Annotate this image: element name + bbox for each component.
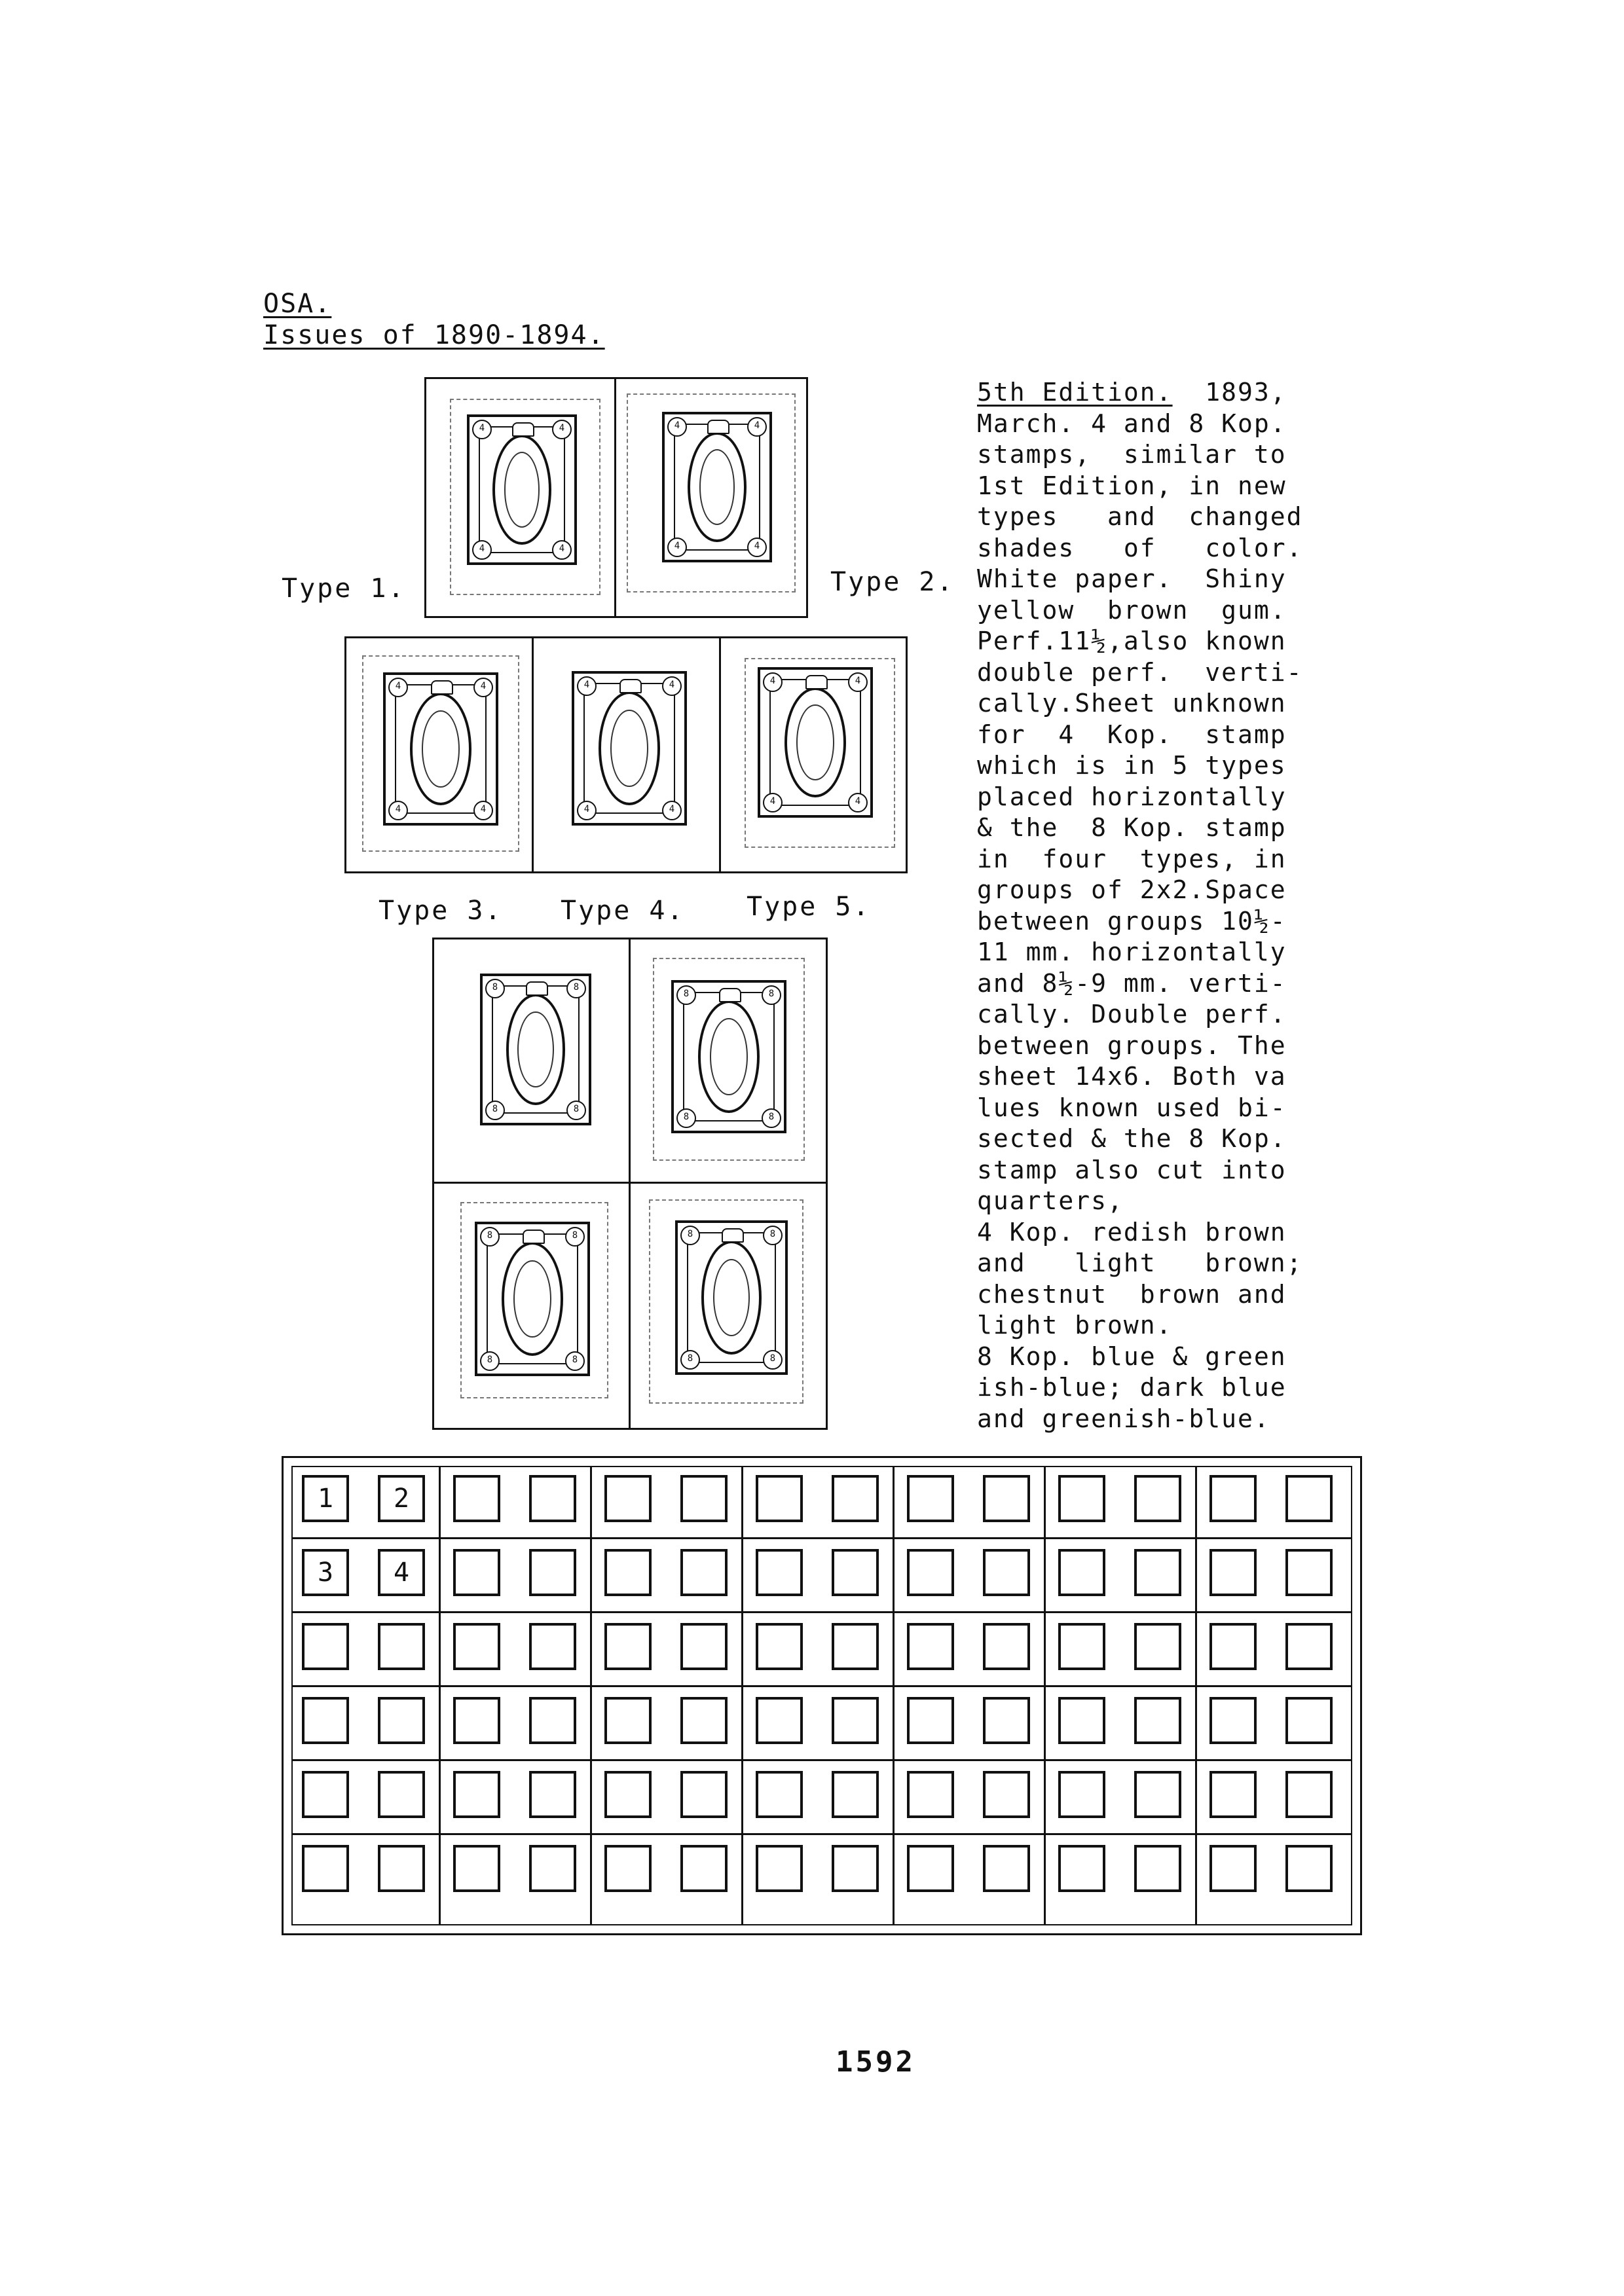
type-1-panel bbox=[426, 379, 616, 616]
sheet-position-cell bbox=[604, 1697, 652, 1744]
description-line: 8 Kop. blue & green bbox=[977, 1341, 1287, 1371]
description-line: ish-blue; dark blue bbox=[977, 1373, 1287, 1402]
description-line: stamps, similar to bbox=[977, 440, 1287, 469]
sheet-position-cell bbox=[529, 1845, 576, 1892]
description-line: between groups. The bbox=[977, 1030, 1287, 1060]
sheet-position-cell bbox=[1209, 1771, 1257, 1818]
stamp-8-kop-type-4: 8 8 8 8 bbox=[675, 1220, 788, 1375]
sheet-position-cell bbox=[604, 1549, 652, 1596]
description-line: 1st Edition, in new bbox=[977, 471, 1287, 500]
sheet-position-cell bbox=[453, 1623, 500, 1670]
sheet-position-cell bbox=[907, 1845, 954, 1892]
group-divider bbox=[1195, 1466, 1197, 1925]
sheet-position-cell bbox=[680, 1697, 728, 1744]
sheet-position-cell bbox=[453, 1549, 500, 1596]
row-divider bbox=[291, 1611, 1352, 1613]
sheet-position-cell bbox=[1134, 1475, 1181, 1522]
description-line: cally. Double perf. bbox=[977, 1000, 1287, 1029]
sheet-position-cell bbox=[907, 1549, 954, 1596]
type-4-panel bbox=[534, 638, 721, 871]
sheet-position-cell: 2 bbox=[378, 1475, 425, 1522]
description-line: 11 mm. horizontally bbox=[977, 938, 1287, 966]
sheet-position-cell bbox=[1209, 1697, 1257, 1744]
description-line: Perf.11½,also known bbox=[977, 627, 1287, 655]
sheet-position-cell bbox=[453, 1475, 500, 1522]
sheet-position-cell bbox=[1134, 1845, 1181, 1892]
group-divider bbox=[1044, 1466, 1046, 1925]
crown-icon bbox=[523, 1230, 545, 1244]
sheet-position-cell bbox=[983, 1771, 1030, 1818]
crown-icon bbox=[431, 680, 453, 695]
type-4-label: Type 4. bbox=[561, 896, 685, 926]
crown-icon bbox=[722, 1228, 744, 1243]
eight-kop-frame bbox=[432, 938, 828, 1430]
sheet-position-cell bbox=[529, 1771, 576, 1818]
sheet-position-cell bbox=[453, 1697, 500, 1744]
description-line: 5th Edition. 1893, bbox=[977, 378, 1287, 407]
type-3-panel bbox=[346, 638, 534, 871]
type-1-label: Type 1. bbox=[282, 574, 406, 604]
description-line: and greenish-blue. bbox=[977, 1404, 1270, 1433]
sheet-position-cell bbox=[983, 1697, 1030, 1744]
sheet-position-cell bbox=[378, 1845, 425, 1892]
sheet-position-cell bbox=[1058, 1697, 1105, 1744]
sheet-position-cell bbox=[1285, 1697, 1333, 1744]
sheet-position-cell bbox=[1134, 1549, 1181, 1596]
sheet-position-cell bbox=[453, 1845, 500, 1892]
group-divider bbox=[439, 1466, 441, 1925]
description-line: groups of 2x2.Space bbox=[977, 875, 1287, 904]
description-line: 4 Kop. redish brown bbox=[977, 1217, 1287, 1247]
sheet-position-cell bbox=[378, 1697, 425, 1744]
sheet-position-cell bbox=[604, 1475, 652, 1522]
row-divider bbox=[291, 1537, 1352, 1539]
sheet-position-cell bbox=[832, 1845, 879, 1892]
stamp-type-2: 4 4 4 4 bbox=[662, 412, 772, 562]
sheet-position-cell bbox=[832, 1771, 879, 1818]
sheet-position-cell bbox=[1285, 1771, 1333, 1818]
sheet-position-cell bbox=[832, 1697, 879, 1744]
sheet-position-cell bbox=[1285, 1475, 1333, 1522]
description-line: types and changed bbox=[977, 502, 1303, 531]
sheet-position-cell bbox=[302, 1697, 349, 1744]
crown-icon bbox=[805, 675, 828, 689]
description-line: stamp also cut into bbox=[977, 1155, 1287, 1184]
description-line: White paper. Shiny bbox=[977, 564, 1287, 593]
sheet-position-cell bbox=[907, 1697, 954, 1744]
stamp-type-4: 4 4 4 4 bbox=[572, 671, 687, 826]
sheet-position-cell: 4 bbox=[378, 1549, 425, 1596]
description-line: chestnut brown and bbox=[977, 1279, 1287, 1309]
description-line: light brown. bbox=[977, 1311, 1173, 1339]
sheet-position-cell: 1 bbox=[302, 1475, 349, 1522]
sheet-layout-diagram bbox=[282, 1456, 1362, 1935]
description-line: cally.Sheet unknown bbox=[977, 689, 1287, 718]
sheet-position-cell bbox=[983, 1475, 1030, 1522]
edition-heading: 5th Edition. bbox=[977, 378, 1173, 407]
row-divider bbox=[291, 1759, 1352, 1761]
description-line: in four types, in bbox=[977, 844, 1287, 873]
description-line: and light brown; bbox=[977, 1248, 1303, 1277]
sheet-position-cell bbox=[832, 1623, 879, 1670]
sheet-position-cell bbox=[1058, 1549, 1105, 1596]
sheet-position-cell bbox=[529, 1549, 576, 1596]
sheet-position-cell bbox=[907, 1475, 954, 1522]
section-subtitle: Issues of 1890-1894. bbox=[263, 320, 605, 350]
description-line: & the 8 Kop. stamp bbox=[977, 813, 1287, 842]
sheet-position-cell bbox=[832, 1549, 879, 1596]
description-line: double perf. verti- bbox=[977, 657, 1303, 687]
sheet-position-cell bbox=[1285, 1845, 1333, 1892]
eight-kop-type-3-panel bbox=[434, 1184, 631, 1428]
sheet-position-cell bbox=[832, 1475, 879, 1522]
sheet-position-cell bbox=[453, 1771, 500, 1818]
sheet-position-cell bbox=[1209, 1623, 1257, 1670]
edition-description bbox=[977, 377, 1303, 1434]
sheet-position-cell bbox=[1209, 1549, 1257, 1596]
description-line: which is in 5 types bbox=[977, 751, 1287, 780]
sheet-position-cell bbox=[756, 1697, 803, 1744]
eight-kop-type-2-panel bbox=[631, 939, 826, 1184]
sheet-position-cell bbox=[983, 1623, 1030, 1670]
sheet-position-cell bbox=[604, 1845, 652, 1892]
eight-kop-type-4-panel bbox=[631, 1184, 826, 1428]
sheet-position-cell bbox=[983, 1845, 1030, 1892]
sheet-position-cell bbox=[529, 1697, 576, 1744]
type-2-panel bbox=[616, 379, 806, 616]
sheet-position-cell bbox=[302, 1845, 349, 1892]
sheet-position-cell bbox=[756, 1845, 803, 1892]
stamp-8-kop-type-1: 8 8 8 8 bbox=[480, 974, 591, 1125]
stamp-type-5: 4 4 4 4 bbox=[758, 667, 873, 818]
group-divider bbox=[893, 1466, 895, 1925]
sheet-position-cell bbox=[1058, 1845, 1105, 1892]
page-number: 1592 bbox=[836, 2045, 915, 2079]
sheet-position-cell bbox=[907, 1771, 954, 1818]
sheet-position-cell bbox=[1285, 1623, 1333, 1670]
sheet-position-cell bbox=[756, 1771, 803, 1818]
description-line: lues known used bi- bbox=[977, 1093, 1287, 1122]
type-5-label: Type 5. bbox=[747, 892, 871, 922]
crown-icon bbox=[526, 981, 548, 996]
description-line: yellow brown gum. bbox=[977, 595, 1287, 625]
description-line: sected & the 8 Kop. bbox=[977, 1124, 1287, 1153]
sheet-position-cell: 3 bbox=[302, 1549, 349, 1596]
sheet-position-cell bbox=[1285, 1549, 1333, 1596]
crown-icon bbox=[512, 422, 534, 437]
sheet-position-cell bbox=[1134, 1697, 1181, 1744]
sheet-position-cell bbox=[1058, 1475, 1105, 1522]
description-line: quarters, bbox=[977, 1186, 1124, 1215]
sheet-position-cell bbox=[1134, 1771, 1181, 1818]
type-2-label: Type 2. bbox=[830, 567, 955, 597]
crown-icon bbox=[719, 988, 741, 1002]
group-divider bbox=[590, 1466, 592, 1925]
sheet-position-cell bbox=[604, 1623, 652, 1670]
sheet-position-cell bbox=[756, 1475, 803, 1522]
eight-kop-type-1-panel bbox=[434, 939, 631, 1184]
stamp-type-1: 4 4 4 4 bbox=[467, 414, 577, 565]
sheet-position-cell bbox=[1058, 1623, 1105, 1670]
crown-icon bbox=[707, 420, 729, 434]
sheet-position-cell bbox=[1134, 1623, 1181, 1670]
type-5-panel bbox=[721, 638, 906, 871]
sheet-position-cell bbox=[378, 1623, 425, 1670]
sheet-position-cell bbox=[302, 1771, 349, 1818]
row-divider bbox=[291, 1685, 1352, 1687]
section-title: OSA. bbox=[263, 289, 332, 319]
description-line: and 8½-9 mm. verti- bbox=[977, 968, 1287, 998]
sheet-position-cell bbox=[1058, 1771, 1105, 1818]
sheet-position-cell bbox=[378, 1771, 425, 1818]
sheet-position-cell bbox=[604, 1771, 652, 1818]
description-line: shades of color. bbox=[977, 533, 1303, 562]
crown-icon bbox=[619, 679, 642, 693]
description-line: between groups 10½- bbox=[977, 906, 1287, 936]
stamp-8-kop-type-3: 8 8 8 8 bbox=[475, 1222, 590, 1376]
sheet-position-cell bbox=[680, 1845, 728, 1892]
sheet-position-cell bbox=[302, 1623, 349, 1670]
sheet-position-cell bbox=[907, 1623, 954, 1670]
sheet-position-cell bbox=[756, 1549, 803, 1596]
description-line: for 4 Kop. stamp bbox=[977, 720, 1287, 749]
group-divider bbox=[741, 1466, 743, 1925]
sheet-position-cell bbox=[983, 1549, 1030, 1596]
sheet-position-cell bbox=[1209, 1845, 1257, 1892]
sheet-position-cell bbox=[680, 1623, 728, 1670]
sheet-position-cell bbox=[680, 1475, 728, 1522]
sheet-inner-border bbox=[291, 1466, 1352, 1925]
sheet-position-cell bbox=[680, 1549, 728, 1596]
sheet-position-cell bbox=[529, 1623, 576, 1670]
type-1-2-frame bbox=[424, 377, 808, 618]
sheet-position-cell bbox=[680, 1771, 728, 1818]
description-line: placed horizontally bbox=[977, 782, 1287, 811]
stamp-type-3: 4 4 4 4 bbox=[383, 672, 498, 826]
row-divider bbox=[291, 1833, 1352, 1835]
sheet-position-cell bbox=[529, 1475, 576, 1522]
stamp-8-kop-type-2: 8 8 8 8 bbox=[671, 980, 786, 1133]
sheet-position-cell bbox=[1209, 1475, 1257, 1522]
description-line: March. 4 and 8 Kop. bbox=[977, 409, 1287, 438]
type-3-4-5-frame bbox=[344, 636, 908, 873]
description-line: sheet 14x6. Both va bbox=[977, 1062, 1287, 1091]
sheet-position-cell bbox=[756, 1623, 803, 1670]
type-3-label: Type 3. bbox=[378, 896, 503, 926]
